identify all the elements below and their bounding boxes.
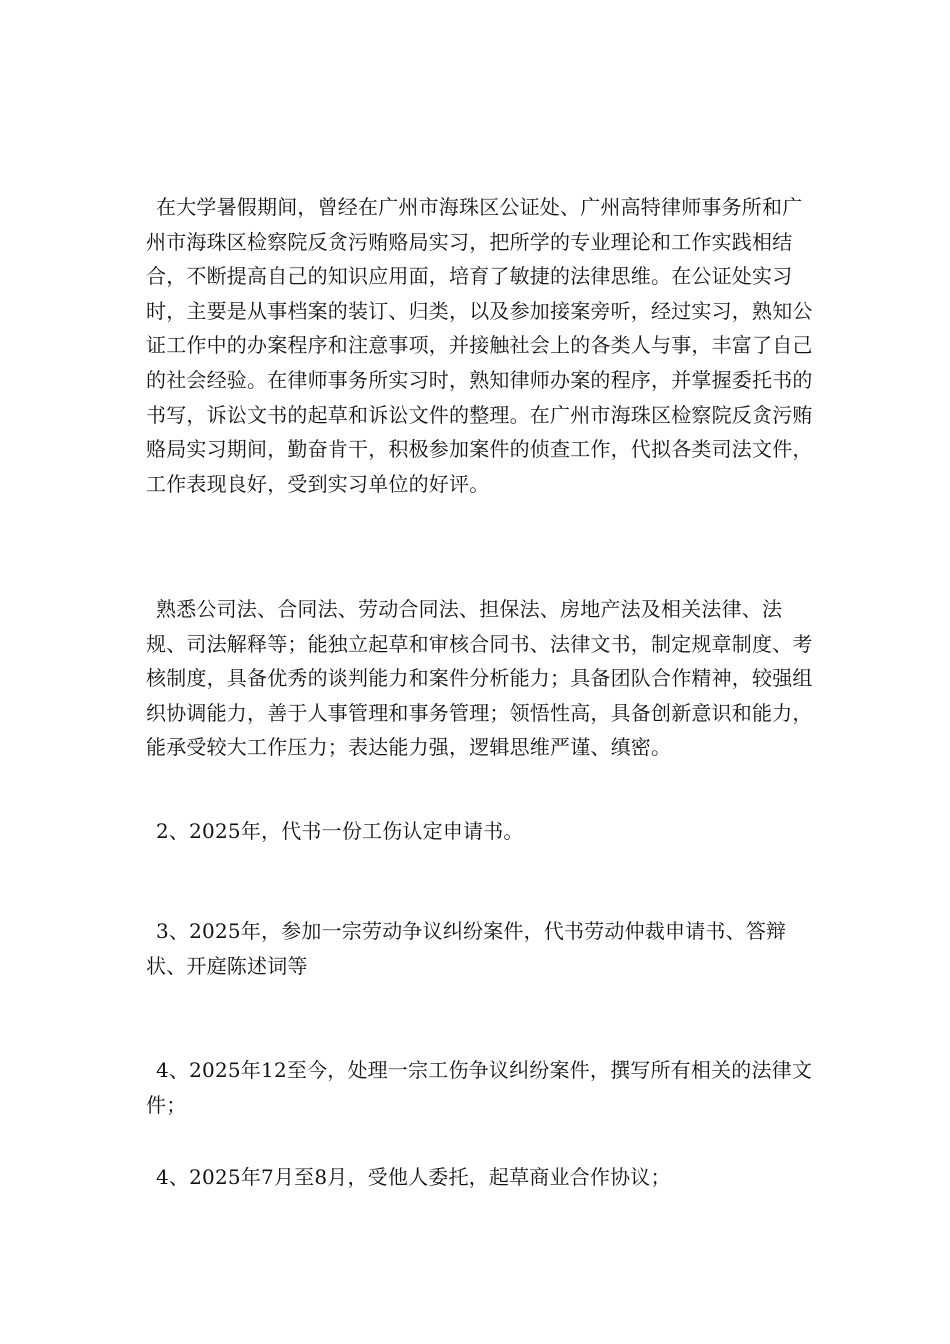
experience-item-3: 3、2025年，参加一宗劳动争议纠纷案件，代书劳动仲裁申请书、答辩状、开庭陈述词等	[146, 919, 787, 978]
experience-item-2: 2、2025年，代书一份工伤认定申请书。	[156, 819, 524, 843]
experience-item-4b: 4、2025年7月至8月，受他人委托，起草商业合作协议；	[156, 1165, 671, 1189]
skills-paragraph: 熟悉公司法、合同法、劳动合同法、担保法、房地产法及相关法律、法规、司法解释等；能独立起草和审核合同书、法律文书，制定规章制度、考核制度，具备优秀的谈判能力和案件分析能力；具备团队合作精神，较强组织协调能力，善于人事管理和事务管理；领悟性高，具备创新意识和能力，能承受较大工作压力；表达能力强，逻辑思维严谨、缜密。	[146, 597, 813, 760]
experience-item-4a: 4、2025年12至今，处理一宗工伤争议纠纷案件，撰写所有相关的法律文件；	[146, 1058, 813, 1117]
internship-paragraph: 在大学暑假期间，曾经在广州市海珠区公证处、广州高特律师事务所和广州市海珠区检察院反贪污贿赂局实习，把所学的专业理论和工作实践相结合，不断提高自己的知识应用面，培育了敏捷的法律思维。在公证处实习时，主要是从事档案的装订、归类，以及参加接案旁听，经过实习，熟知公证工作中的办案程序和注意事项，并接触社会上的各类人与事，丰富了自己的社会经验。在律师事务所实习时，熟知律师办案的程序，并掌握委托书的书写，诉讼文书的起草和诉讼文件的整理。在广州市海珠区检察院反贪污贿赂局实习期间，勤奋肯干，积极参加案件的侦查工作，代拟各类司法文件，工作表现良好，受到实习单位的好评。	[146, 195, 813, 496]
